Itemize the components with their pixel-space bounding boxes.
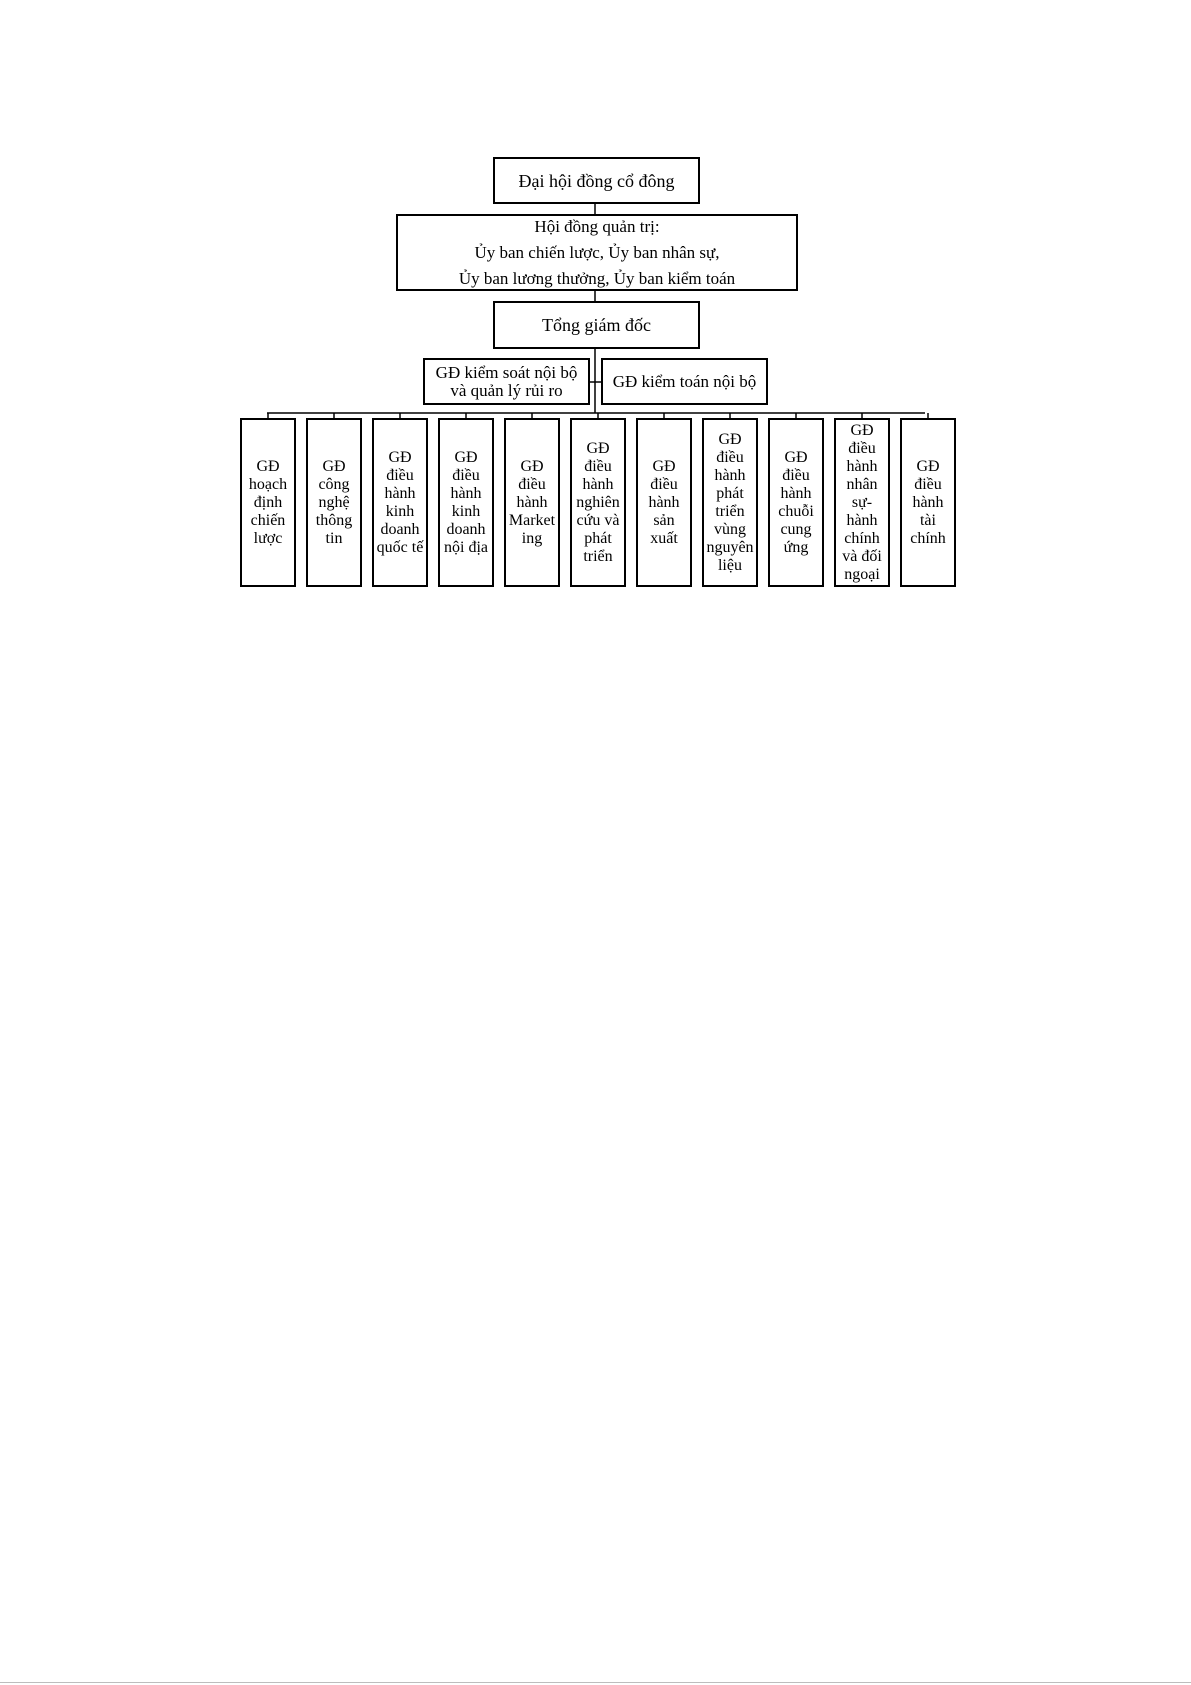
page-bottom-rule <box>0 1682 1191 1683</box>
board-label: Hội đồng quản trị: Ủy ban chiến lược, Ủy ban nhân sự, Ủy ban lương thưởng, Ủy ban kiểm toán <box>458 216 736 288</box>
department-box <box>768 418 824 587</box>
department-box <box>306 418 362 587</box>
department-label: GĐ hoạch định chiến lược <box>248 457 288 547</box>
department-label: GĐ điều hành Market ing <box>508 457 556 547</box>
department-label: GĐ điều hành kinh doanh nội địa <box>444 448 488 556</box>
department-box <box>702 418 758 587</box>
board-box <box>396 214 798 291</box>
department-box <box>636 418 692 587</box>
ceo-label: Tổng giám đốc <box>542 315 651 335</box>
department-box <box>372 418 428 587</box>
department-label: GĐ điều hành phát triển vùng nguyên liệu <box>706 430 754 574</box>
internal-audit-label: GĐ kiểm toán nội bộ <box>612 371 757 391</box>
ceo-box <box>493 301 700 349</box>
department-box <box>438 418 494 587</box>
department-label: GĐ điều hành tài chính <box>910 457 946 547</box>
shareholders-box <box>493 157 700 204</box>
department-box <box>900 418 956 587</box>
department-label: GĐ công nghệ thông tin <box>315 457 353 547</box>
internal-control-label: GĐ kiểm soát nội bộ và quản lý rủi ro <box>435 362 578 400</box>
shareholders-label: Đại hội đồng cổ đông <box>518 170 675 191</box>
department-box <box>834 418 890 587</box>
department-label: GĐ điều hành nghiên cứu và phát triển <box>576 439 620 565</box>
department-box <box>504 418 560 587</box>
internal-control-box <box>423 358 590 405</box>
department-box <box>240 418 296 587</box>
department-label: GĐ điều hành nhân sự- hành chính và đối ngoại <box>842 421 882 583</box>
department-box <box>570 418 626 587</box>
department-label: GĐ điều hành sản xuất <box>648 457 680 547</box>
internal-audit-box <box>601 358 768 405</box>
department-label: GĐ điều hành kinh doanh quốc tế <box>376 448 424 556</box>
department-label: GĐ điều hành chuỗi cung ứng <box>778 448 814 556</box>
